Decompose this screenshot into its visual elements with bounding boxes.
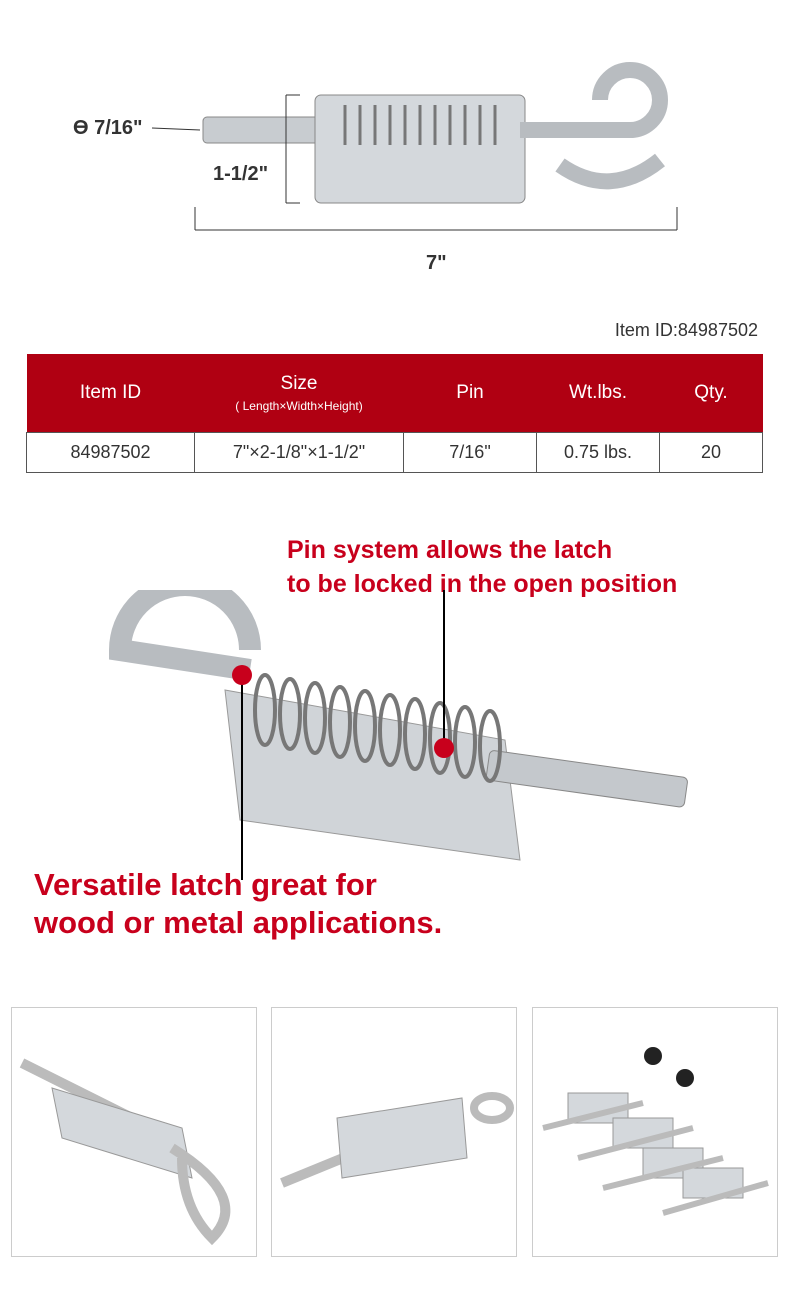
- item-id-label: Item ID:84987502: [614, 320, 758, 340]
- pin-diameter-label: ϴ 7/16": [73, 117, 143, 139]
- header-pin: Pin: [404, 354, 537, 433]
- header-item-id: Item ID: [27, 354, 195, 433]
- thumbnail-2[interactable]: [271, 1007, 517, 1257]
- table-header-row: [27, 354, 763, 433]
- cell-weight: 0.75 lbs.: [537, 433, 660, 473]
- cell-qty: 20: [660, 433, 763, 473]
- callout-line: wood or metal applications.: [34, 905, 443, 940]
- callout-line: Versatile latch great for: [34, 867, 377, 902]
- header-size-label: Size: [280, 373, 318, 394]
- table-row: [27, 433, 763, 473]
- header-size-sub: ( Length×Width×Height): [235, 399, 363, 413]
- callout-line: Pin system allows the latch: [287, 536, 613, 564]
- cell-size: 7"×2-1/8"×1-1/2": [195, 433, 404, 473]
- header-qty: Qty.: [660, 354, 763, 433]
- latch-illustration: [0, 590, 790, 890]
- dimension-diagram: [0, 0, 790, 290]
- cell-pin: 7/16": [404, 433, 537, 473]
- length-label: 7": [426, 252, 447, 274]
- height-label: 1-1/2": [213, 163, 269, 185]
- header-size: [195, 354, 404, 433]
- callout-line: to be locked in the open position: [287, 570, 678, 598]
- cell-item-id: 84987502: [27, 433, 195, 473]
- thumbnail-1[interactable]: [11, 1007, 257, 1257]
- spec-table: [26, 354, 763, 473]
- versatile-callout: [34, 866, 442, 942]
- header-weight: Wt.lbs.: [537, 354, 660, 433]
- thumbnail-3[interactable]: [532, 1007, 778, 1257]
